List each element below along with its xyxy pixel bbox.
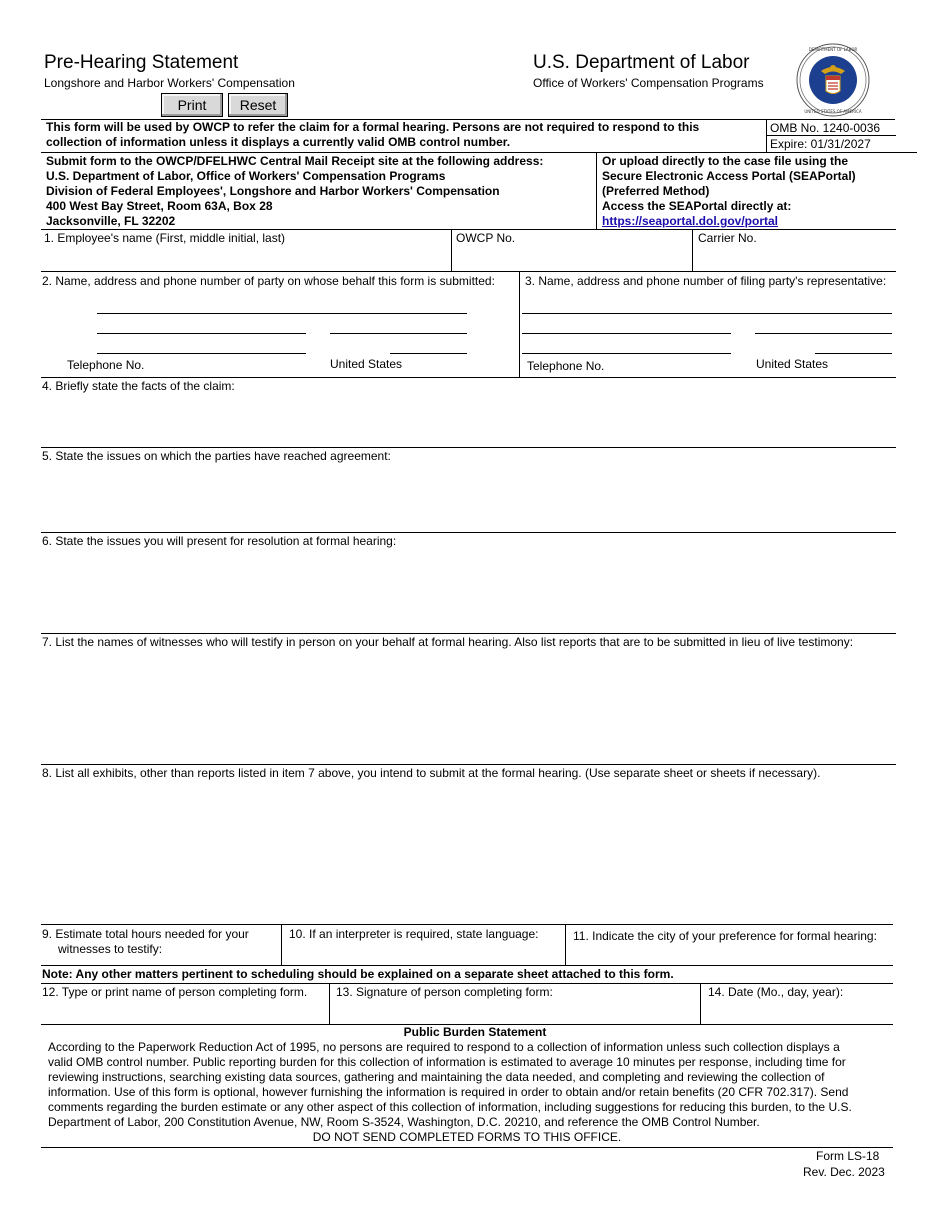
party-city-line[interactable] bbox=[330, 333, 467, 334]
party-address-line[interactable] bbox=[97, 333, 306, 334]
q14-label: 14. Date (Mo., day, year): bbox=[708, 985, 844, 999]
agency-name: U.S. Department of Labor bbox=[533, 52, 750, 73]
employee-name-label: 1. Employee's name (First, middle initial, last) bbox=[44, 231, 286, 245]
submit-line-5: Jacksonville, FL 32202 bbox=[46, 214, 176, 228]
upload-line-2: Secure Electronic Access Portal (SEAPortal) bbox=[602, 169, 856, 183]
submit-line-4: 400 West Bay Street, Room 63A, Box 28 bbox=[46, 199, 273, 213]
seaportal-link[interactable]: https://seaportal.dol.gov/portal bbox=[602, 214, 779, 228]
q4-label: 4. Briefly state the facts of the claim: bbox=[42, 379, 235, 393]
submit-line-1: Submit form to the OWCP/DFELHWC Central Mail Receipt site at the following address: bbox=[46, 154, 544, 168]
scheduling-note: Note: Any other matters pertinent to scheduling should be explained on a separate sheet attached to this form. bbox=[42, 967, 674, 981]
q7-label: 7. List the names of witnesses who will testify in person on your behalf at formal hearing. Also list reports that are to be submitted in lieu of live testimony: bbox=[42, 635, 854, 649]
q6-label: 6. State the issues you will present for resolution at formal hearing: bbox=[42, 534, 397, 548]
burden-line-1: According to the Paperwork Reduction Act of 1995, no persons are required to respond to a collection of information unless such collection displays a bbox=[48, 1040, 840, 1054]
q13-label: 13. Signature of person completing form: bbox=[336, 985, 553, 999]
burden-line-2: valid OMB control number. Public reporting burden for this collection of information is estimated to average 10 minutes per response, including time for bbox=[48, 1055, 846, 1069]
print-button[interactable]: Print bbox=[161, 93, 223, 117]
dol-seal-logo bbox=[796, 43, 870, 117]
do-not-send-notice: DO NOT SEND COMPLETED FORMS TO THIS OFFICE. bbox=[312, 1130, 622, 1144]
party-phone-line[interactable] bbox=[97, 353, 306, 354]
upload-line-4: Access the SEAPortal directly at: bbox=[602, 199, 792, 213]
form-number: Form LS-18 bbox=[816, 1149, 880, 1163]
owcp-no-label: OWCP No. bbox=[456, 231, 516, 245]
form-title: Pre-Hearing Statement bbox=[44, 52, 239, 73]
burden-line-6: Department of Labor, 200 Constitution Avenue, NW, Room S-3524, Washington, D.C. 20210, and reference the OMB Control Number. bbox=[48, 1115, 760, 1129]
carrier-no-label: Carrier No. bbox=[698, 231, 757, 245]
omb-expiration: Expire: 01/31/2027 bbox=[770, 137, 871, 151]
party-country-label: United States bbox=[330, 357, 403, 371]
revision-date: Rev. Dec. 2023 bbox=[803, 1165, 885, 1179]
form-subtitle: Longshore and Harbor Workers' Compensation bbox=[44, 76, 295, 90]
submit-line-2: U.S. Department of Labor, Office of Workers' Compensation Programs bbox=[46, 169, 446, 183]
upload-line-1: Or upload directly to the case file using the bbox=[602, 154, 849, 168]
q9-label-line-2: witnesses to testify: bbox=[58, 942, 163, 956]
q10-label: 10. If an interpreter is required, state language: bbox=[289, 927, 539, 941]
rep-telephone-label: Telephone No. bbox=[527, 359, 605, 373]
burden-line-3: reviewing instructions, searching existing data sources, gathering and maintaining the data needed, and completing and reviewing the collection of bbox=[48, 1070, 825, 1084]
q12-label: 12. Type or print name of person completing form. bbox=[42, 985, 308, 999]
q8-label: 8. List all exhibits, other than reports listed in item 7 above, you intend to submit at the formal hearing. (Use separate sheet or sheets if necessary). bbox=[42, 766, 821, 780]
q5-label: 5. State the issues on which the parties have reached agreement: bbox=[42, 449, 391, 463]
upload-line-3: (Preferred Method) bbox=[602, 184, 710, 198]
svg-text:DEPARTMENT OF LABOR: DEPARTMENT OF LABOR bbox=[808, 47, 858, 52]
reset-button[interactable]: Reset bbox=[228, 93, 288, 117]
svg-text:UNITED STATES OF AMERICA: UNITED STATES OF AMERICA bbox=[804, 109, 862, 114]
party-zip-line[interactable] bbox=[390, 353, 467, 354]
burden-line-5: comments regarding the burden estimate or any other aspect of this collection of information, including suggestions for reducing this burden, to the U.S. bbox=[48, 1100, 852, 1114]
q11-label: 11. Indicate the city of your preference for formal hearing: bbox=[573, 929, 877, 943]
rep-address-line[interactable] bbox=[522, 333, 731, 334]
party-label: 2. Name, address and phone number of party on whose behalf this form is submitted: bbox=[42, 274, 495, 288]
burden-title: Public Burden Statement bbox=[403, 1025, 547, 1039]
burden-line-4: information. Use of this form is optional, however furnishing the information is required in order to obtain and/or retain benefits (20 CFR 702.317). Send bbox=[48, 1085, 849, 1099]
submit-line-3: Division of Federal Employees', Longshore and Harbor Workers' Compensation bbox=[46, 184, 500, 198]
party-name-line[interactable] bbox=[97, 313, 467, 314]
office-name: Office of Workers' Compensation Programs bbox=[533, 76, 764, 90]
rep-name-line[interactable] bbox=[522, 313, 892, 314]
q9-label-line-1: 9. Estimate total hours needed for your bbox=[42, 927, 249, 941]
notice-line-1: This form will be used by OWCP to refer the claim for a formal hearing. Persons are not required to respond to this bbox=[46, 120, 700, 134]
rep-city-line[interactable] bbox=[755, 333, 892, 334]
representative-label: 3. Name, address and phone number of filing party's representative: bbox=[525, 274, 887, 288]
notice-line-2: collection of information unless it displays a currently valid OMB control number. bbox=[46, 135, 511, 149]
rep-zip-line[interactable] bbox=[815, 353, 892, 354]
omb-number: OMB No. 1240-0036 bbox=[770, 121, 881, 135]
party-telephone-label: Telephone No. bbox=[67, 358, 145, 372]
rep-country-label: United States bbox=[756, 357, 829, 371]
rep-phone-line[interactable] bbox=[522, 353, 731, 354]
